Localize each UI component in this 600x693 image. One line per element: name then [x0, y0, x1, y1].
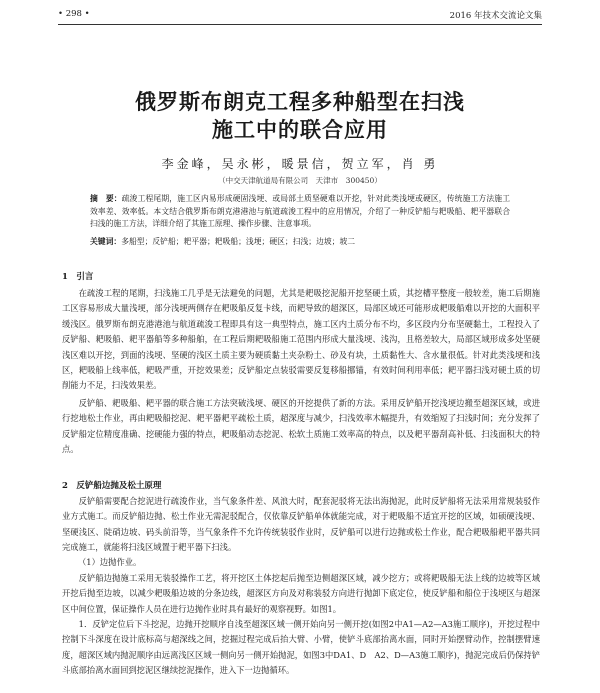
journal-title: 2016 年技术交流论文集: [449, 11, 542, 21]
keywords-label: 关键词：: [90, 237, 122, 246]
body-paragraph: 反铲船需要配合挖泥进行疏浚作业，当气象条件差、风浪大时，配套泥驳将无法出海抛泥，此时反铲船将无法采用常规装驳作业方式施工。而反铲船边抛、松土作业无需泥驳配合，仅依靠反铲船单体就能完成，对于耙吸船不适宜开挖的区域，如硕硬浅埂、坚硬浅区、陡硝边坡、码头前沿等，当气象条件不允许传统装驳作业时，反铲船可以进行边抛或松土作业，配合耙吸船耙平器共同完成施工，就能将扫浅区域置于耙平器下扫浅。: [62, 496, 540, 553]
title-line-2: 施工中的联合应用: [212, 117, 388, 142]
header-rule: [58, 24, 542, 25]
section-heading-principle: 2 反铲船边抛及松土原理: [62, 481, 162, 491]
abstract-label: 摘 要：: [90, 194, 122, 203]
body-paragraph: 1．反铲定位后下斗挖泥，边抛开挖顺序自浅至超深区域一侧开始向另一侧开挖(如图2中A1—A2—A3施工顺序)，开挖过程中控制下斗深度在设计底标高与超深线之间，挖掘过程完成后抬大臂、小臂，使铲斗底部抬离水面，同时开始摆臂动作，控制摆臂速度，超深区域内抛泥顺序由远离浅区区域一侧向另一侧开始抛泥，如图3中DA1、D A2、D—A3施工顺序)，抛泥完成后仍保持铲斗底部抬离水面回到挖泥区继续挖泥操作，进入下一边抛循环。: [62, 619, 540, 676]
section-heading-introduction: 1 引言: [62, 272, 94, 282]
author-list: 李金峰，吴永彬，暖景信，贺立军，肖 勇: [161, 157, 439, 171]
abstract: [90, 193, 510, 231]
page-number: • 298 •: [58, 9, 90, 19]
body-paragraph: 反铲船边抛施工采用无装驳操作工艺，将开挖区土体挖起后抛至边侧超深区域，减少挖方；或将耙吸船无法上线的边坡等区域开挖后抛至边坡，以减少耙吸船边坡的分条边线，超深区方向及对称装驳方向进行抛卸下底定位，使反铲船和船位于浅埂区与超深区中间位置，保证操作人员在进行边抛作业时具有最好的观察视野。如图1。: [62, 573, 540, 614]
abstract-text: 疏浚工程尾期，施工区内易形成硬固浅埂、或局部土质坚硬难以开挖，针对此类浅埂或硬区，传统施工方法施工效率差、效率低。本文结合俄罗斯布朗克港港池与航道疏浚工程中的应用情况，介绍了一种反铲船与耙吸船、耙平器联合扫浅的施工方法，详细介绍了其施工原理、操作步骤、注意事项。: [90, 194, 511, 229]
body-paragraph: 反铲船、耙吸船、耙平器的联合施工方法突破浅埂、硬区的开挖提供了新的方法。采用反铲船开挖浅埂边搬至超深区域，或进行挖地松土作业，再由耙吸船挖泥、耙平器耙平疏松土质，超深度与减少，扫浅效率木幅提升，有效缩短了扫浅时间；充分发挥了反铲船定位精度准确、挖硬能力强的特点，耙吸船动态挖泥、松软土质施工效率高的特点，以及耙平器刮高补低、扫浅面积大的特点。: [62, 398, 540, 455]
running-header: [58, 9, 542, 23]
title-line-1: 俄罗斯布朗克工程多种船型在扫浅: [135, 89, 465, 114]
keywords-text: 多船型；反铲船；耙平器；耙吸船；浅埂；硬区；扫浅；边坡；坡二: [121, 237, 356, 246]
body-paragraph: 在疏浚工程的尾期，扫浅施工几乎是无法避免的问题，尤其是耙吸挖泥船开挖坚硬土质，其挖槽平整度一般较差，施工后期施工区容易形成大量浅埂，部分浅埂两侧存在耙吸船反复卡线，而耙导致的超深区，局部区域还可能形成耙吸船难以开挖的大面积平缓浅区。俄罗斯布朗克港港池与航道疏浚工程即具有这一典型特点，施工区内土质分布不均，多区段内分布坚硬黏土，工程投入了反铲船、耙吸船、耙平器船等多种船舶，在工程后期耙吸船施工范围内形成大量浅埂、浅沟，且格差较大，局部区域形成多处坚硬浅区难以开挖，到面的浅埂、坚硬的浅区土质主要为硬质黏土夹杂粉土、砂及有块，土质黏性大、含水量很低。针对此类浅埂和浅区，耙吸船上线率低，耙吸严重，开挖效果差；反铲船定点装驳需要反复移船挪锚，有效时间利用率低；耙平器扫浅对硬土质的切削能力不足，扫浅效果差。: [62, 288, 540, 391]
subsection-heading-side-dumping: （1）边抛作业。: [78, 557, 142, 567]
keywords: [90, 236, 510, 249]
article-title: [60, 88, 540, 144]
affiliation: （中交天津航道局有限公司 天津市 300450）: [218, 176, 382, 185]
